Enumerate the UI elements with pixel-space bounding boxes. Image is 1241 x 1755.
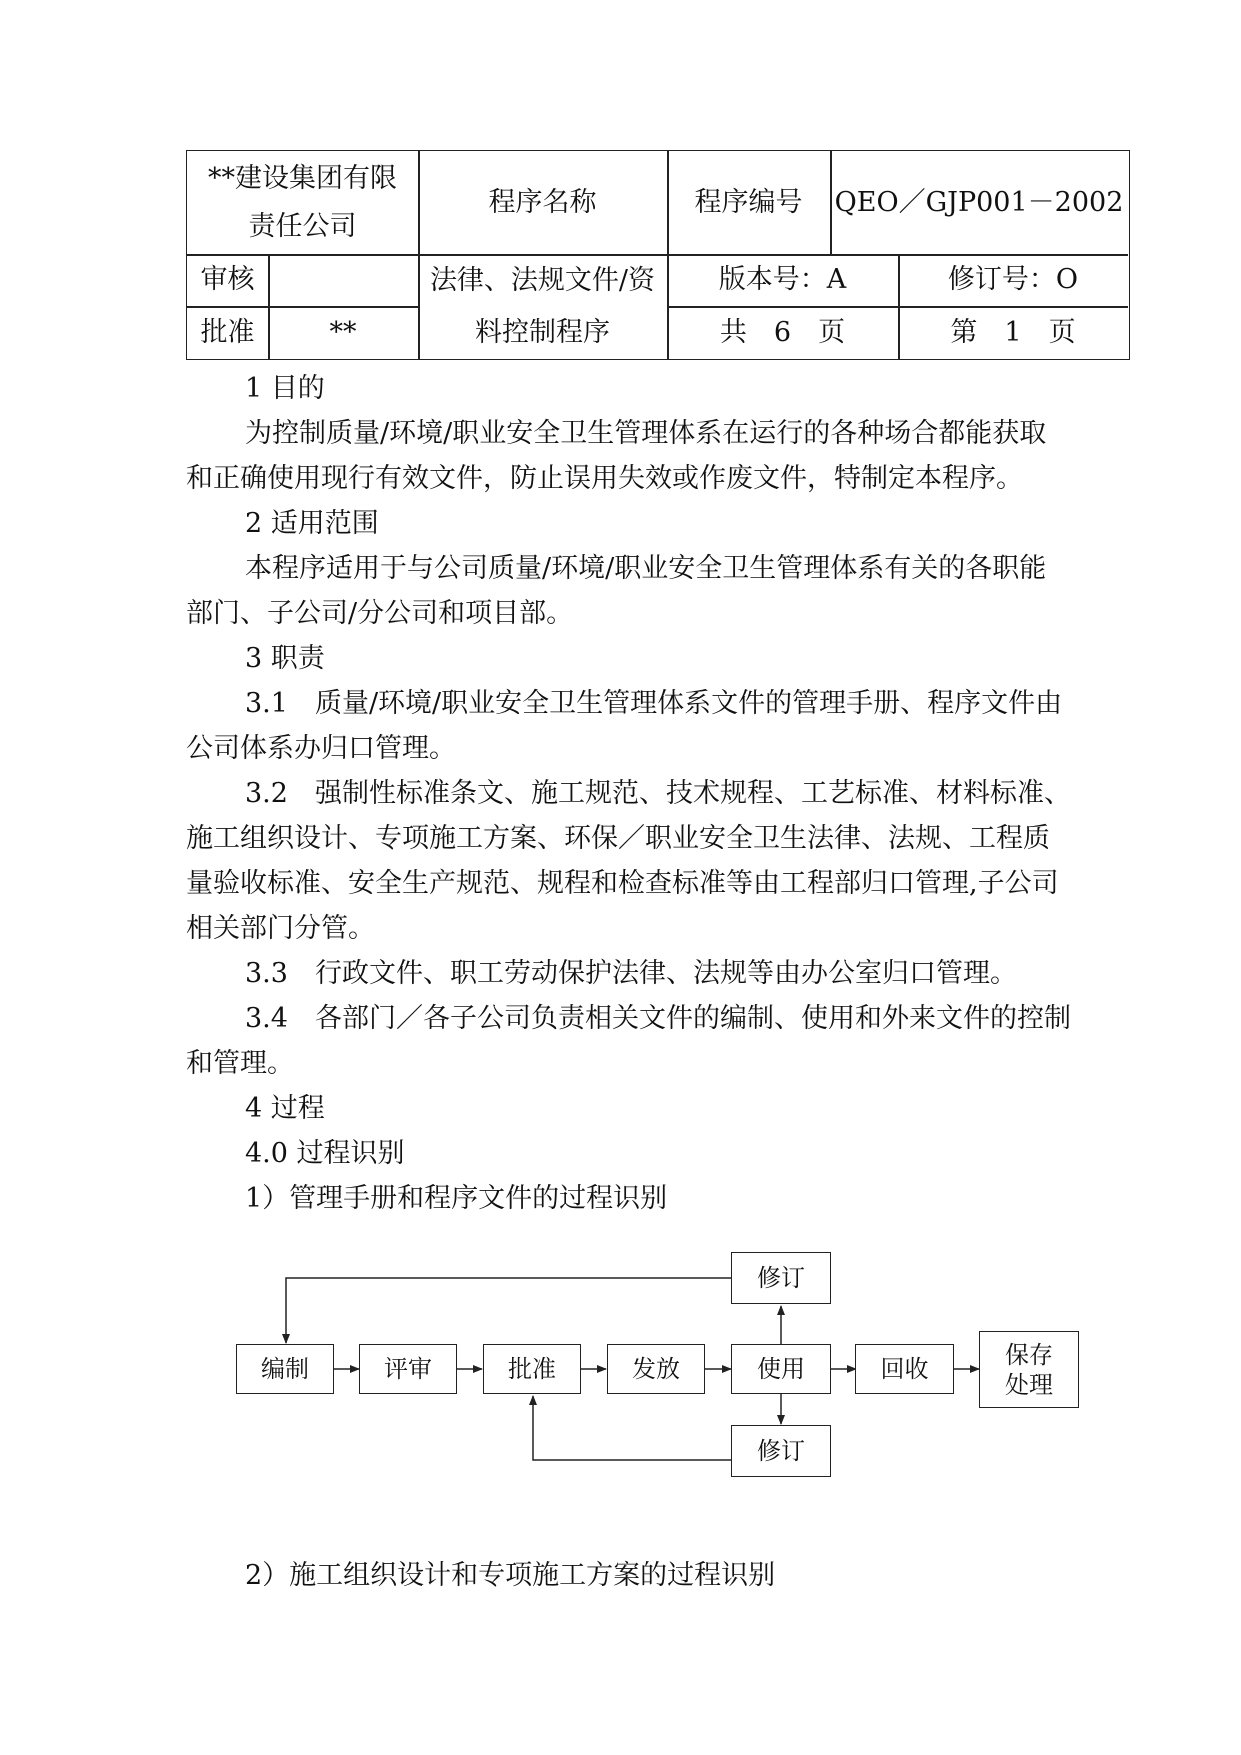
section-3-1-line1: 3.1 质量/环境/职业安全卫生管理体系文件的管理手册、程序文件由 xyxy=(245,688,1063,719)
total-pages-cell xyxy=(667,306,898,359)
section-4-0-title: 4.0 过程识别 xyxy=(245,1138,405,1169)
approve-label: 批准 xyxy=(200,316,255,348)
program-name-label-cell xyxy=(418,151,667,254)
section-2-title: 2 适用范围 xyxy=(245,508,379,539)
approve-label-cell xyxy=(187,306,268,359)
program-no-label-cell xyxy=(667,151,830,254)
flow-label-store-line1: 保存 xyxy=(1005,1340,1053,1369)
approve-value: ** xyxy=(329,316,357,348)
revision-cell xyxy=(898,254,1128,306)
section-2-text-line2: 部门、子公司/分公司和项目部。 xyxy=(186,598,574,629)
section-3-2-line3: 量验收标准、安全生产规范、规程和检查标准等由工程部归口管理,子公司 xyxy=(186,868,1059,899)
flow-box-store xyxy=(979,1331,1079,1408)
program-title-cell xyxy=(418,254,667,359)
revision: 修订号：O xyxy=(947,264,1079,295)
version: 版本号：A xyxy=(718,264,847,295)
section-2-text-line1: 本程序适用于与公司质量/环境/职业安全卫生管理体系有关的各职能 xyxy=(245,553,1047,584)
section-1-title: 1 目的 xyxy=(245,373,325,404)
section-3-title: 3 职责 xyxy=(245,643,325,674)
section-3-2-line2: 施工组织设计、专项施工方案、环保／职业安全卫生法律、法规、工程质 xyxy=(186,823,1050,854)
flow-label-recall: 回收 xyxy=(880,1355,929,1383)
section-3-3-line1: 3.3 行政文件、职工劳动保护法律、法规等由办公室归口管理。 xyxy=(245,958,1017,989)
flow-box-revise-bottom xyxy=(731,1425,831,1477)
flow-box-compile xyxy=(236,1344,334,1394)
flow-label-issue: 发放 xyxy=(632,1355,680,1383)
section-3-2-line4: 相关部门分管。 xyxy=(186,913,375,944)
review-label: 审核 xyxy=(200,264,255,295)
program-no-label: 程序编号 xyxy=(694,186,803,218)
flow-box-review xyxy=(359,1344,457,1394)
arrow-revise-bottom-approve xyxy=(533,1396,731,1460)
section-4-title: 4 过程 xyxy=(245,1093,325,1124)
flow-label-store-line2: 处理 xyxy=(1005,1370,1053,1399)
company-name-cell xyxy=(187,151,418,254)
page-number-cell xyxy=(898,306,1128,359)
company-name: **建设集团有限责任公司 xyxy=(208,162,397,242)
flow-box-revise-top xyxy=(731,1252,831,1304)
review-label-cell xyxy=(187,254,268,306)
program-title: 法律、法规文件/资料控制程序 xyxy=(429,264,656,348)
section-3-4-line1: 3.4 各部门／各子公司负责相关文件的编制、使用和外来文件的控制 xyxy=(245,1003,1071,1034)
flow-box-use xyxy=(731,1344,831,1394)
program-name-label: 程序名称 xyxy=(488,186,597,218)
flow-label-review: 评审 xyxy=(384,1355,432,1383)
section-4-0-item-2: 2）施工组织设计和专项施工方案的过程识别 xyxy=(245,1560,776,1591)
flow-box-approve xyxy=(483,1344,581,1394)
arrow-revise-top-compile xyxy=(286,1278,731,1343)
program-no: QEO／GJP001－2002 xyxy=(834,186,1124,218)
section-1-text-line1: 为控制质量/环境/职业安全卫生管理体系在运行的各种场合都能获取 xyxy=(245,418,1047,449)
section-3-1-line2: 公司体系办归口管理。 xyxy=(186,733,456,764)
program-no-cell xyxy=(830,151,1128,254)
page-number: 第 1 页 xyxy=(950,316,1076,348)
section-3-4-line2: 和管理。 xyxy=(186,1048,294,1079)
approve-value-cell xyxy=(268,306,418,359)
flow-label-revise-bottom: 修订 xyxy=(757,1437,805,1465)
total-pages: 共 6 页 xyxy=(719,316,846,348)
flow-box-recall xyxy=(855,1344,954,1394)
section-1-text-line2: 和正确使用现行有效文件，防止误用失效或作废文件，特制定本程序。 xyxy=(186,463,1023,494)
flow-label-approve: 批准 xyxy=(508,1355,556,1383)
version-cell xyxy=(667,254,898,306)
flow-label-compile: 编制 xyxy=(261,1355,309,1383)
flow-label-use: 使用 xyxy=(757,1355,805,1383)
review-value-cell xyxy=(268,254,418,306)
flow-box-issue xyxy=(607,1344,705,1394)
section-4-0-item-1: 1）管理手册和程序文件的过程识别 xyxy=(245,1183,668,1214)
section-3-2-line1: 3.2 强制性标准条文、施工规范、技术规程、工艺标准、材料标准、 xyxy=(245,778,1071,809)
flow-label-revise-top: 修订 xyxy=(757,1264,805,1292)
header-table xyxy=(186,150,1130,360)
